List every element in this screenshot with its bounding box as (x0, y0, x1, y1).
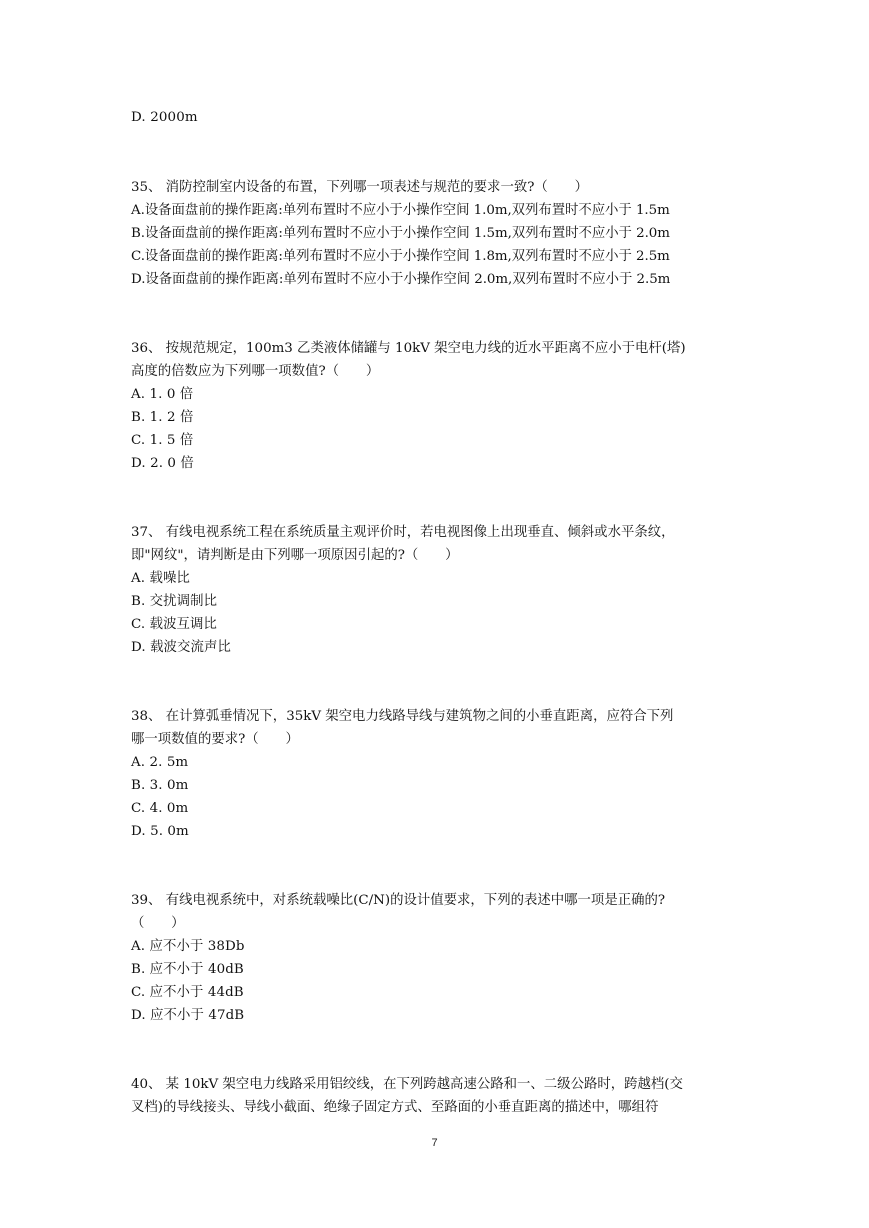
question-38 (131, 705, 741, 843)
question-35 (131, 176, 741, 291)
option-a: A. 2. 5m (131, 755, 189, 770)
question-text-line-1: 38、 在计算弧垂情况下，35kV 架空电力线路导线与建筑物之间的小垂直距离，应符合下列 (131, 709, 674, 724)
option-c: C. 应不小于 44dB (131, 985, 244, 1000)
question-39 (131, 889, 741, 1027)
question-text-line-2: 哪一项数值的要求?（ ） (131, 732, 299, 747)
option-a: A. 1. 0 倍 (131, 387, 194, 402)
question-40 (131, 1073, 741, 1119)
option-a: A. 应不小于 38Db (131, 939, 245, 954)
option-d: D. 载波交流声比 (131, 640, 232, 655)
question-text-line-2: 高度的倍数应为下列哪一项数值?（ ） (131, 364, 380, 379)
question-text-line-2: 叉档)的导线接头、导线小截面、绝缘子固定方式、至路面的小垂直距离的描述中，哪组符 (131, 1100, 659, 1115)
option-b: B. 3. 0m (131, 778, 189, 793)
question-36 (131, 337, 741, 475)
question-text-line-1: 36、 按规范规定，100m3 乙类液体储罐与 10kV 架空电力线的近水平距离不应小于电杆(塔) (131, 341, 686, 356)
option-c: C. 载波互调比 (131, 617, 218, 632)
page-content (131, 106, 741, 1119)
option-a: A. 载噪比 (131, 571, 190, 586)
question-text: 35、 消防控制室内设备的布置，下列哪一项表述与规范的要求一致?（ ） (131, 180, 588, 195)
option-b: B. 应不小于 40dB (131, 962, 244, 977)
option-c: C. 1. 5 倍 (131, 433, 194, 448)
option-d: D. 5. 0m (131, 824, 189, 839)
question-text-line-1: 37、 有线电视系统工程在系统质量主观评价时，若电视图像上出现垂直、倾斜或水平条纹， (131, 525, 675, 540)
option-c: C.设备面盘前的操作距离:单列布置时不应小于小操作空间 1.8m,双列布置时不应小于 2.5m (131, 249, 670, 264)
option-d: D. 应不小于 47dB (131, 1008, 245, 1023)
question-text-line-2: （ ） (131, 916, 185, 931)
option-b: B. 1. 2 倍 (131, 410, 194, 425)
option-b: B. 交扰调制比 (131, 594, 218, 609)
option-d: D.设备面盘前的操作距离:单列布置时不应小于小操作空间 2.0m,双列布置时不应小于 2.5m (131, 272, 671, 287)
option-b: B.设备面盘前的操作距离:单列布置时不应小于小操作空间 1.5m,双列布置时不应小于 2.0m (131, 226, 670, 241)
option-a: A.设备面盘前的操作距离:单列布置时不应小于小操作空间 1.0m,双列布置时不应小于 1.5m (131, 203, 670, 218)
question-text-line-1: 40、 某 10kV 架空电力线路采用铝绞线，在下列跨越高速公路和一、二级公路时，跨越档(交 (131, 1077, 683, 1092)
option-d: D. 2. 0 倍 (131, 456, 194, 471)
question-text-line-2: 即"网纹"，请判断是由下列哪一项原因引起的?（ ） (131, 548, 459, 563)
previous-option-d: D. 2000m (131, 110, 198, 125)
question-text-line-1: 39、 有线电视系统中，对系统载噪比(C/N)的设计值要求，下列的表述中哪一项是正确的? (131, 893, 666, 908)
page-number: 7 (431, 1137, 438, 1149)
option-c: C. 4. 0m (131, 801, 189, 816)
question-37 (131, 521, 741, 659)
